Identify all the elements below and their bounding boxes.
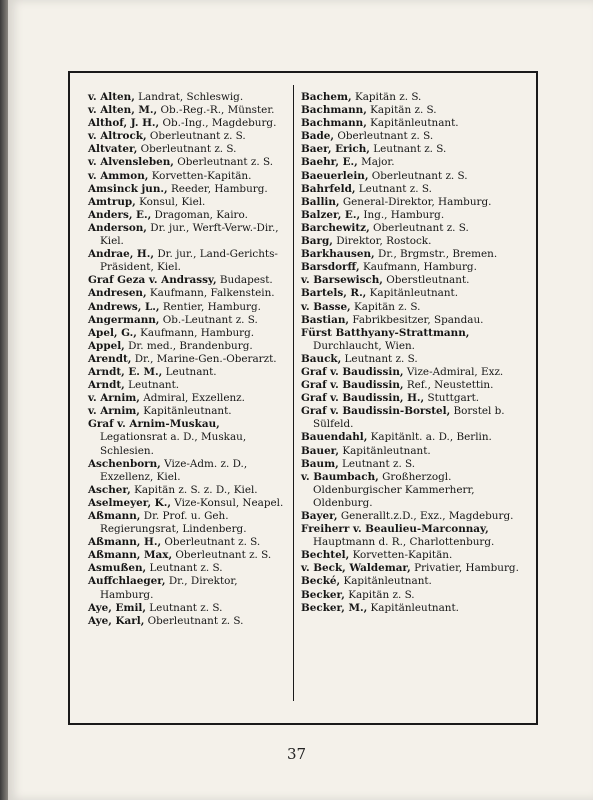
entry-description: Dr., Direktor, Hamburg. <box>100 575 238 601</box>
right-column <box>301 91 529 615</box>
entry-name: Bauck, <box>301 352 342 365</box>
entry-name: Barkhausen, <box>301 248 375 261</box>
entry-description: Ing., Hamburg. <box>363 208 445 221</box>
entry-name: Graf v. Baudissin, <box>301 365 404 378</box>
entry-name: Becker, M., <box>301 601 368 614</box>
directory-entry <box>301 431 529 444</box>
directory-entry <box>301 314 529 327</box>
directory-entry <box>301 209 529 222</box>
directory-entry <box>88 327 288 340</box>
directory-entry <box>301 301 529 314</box>
entry-name: Bade, <box>301 130 335 143</box>
entry-description: Durchlaucht, Wien. <box>313 339 415 352</box>
page-number: 37 <box>286 745 307 763</box>
directory-entry <box>88 183 288 196</box>
entry-description: Dr. jur., Land-Gerichts-Präsident, Kiel. <box>100 248 278 274</box>
entry-description: Kaufmann, Hamburg. <box>362 261 477 274</box>
entry-description: Kapitänleutnant. <box>369 287 459 300</box>
entry-description: Korvetten-Kapitän. <box>352 549 453 562</box>
entry-description: Leutnant. <box>128 379 180 392</box>
directory-entry <box>301 366 529 379</box>
entry-description: Kapitänlt. a. D., Berlin. <box>370 431 492 444</box>
entry-name: Bauer, <box>301 444 340 457</box>
directory-entry <box>301 130 529 143</box>
directory-entry <box>301 392 529 405</box>
entry-name: Graf v. Baudissin, H., <box>301 392 425 405</box>
entry-description: Oberstleutnant. <box>386 274 470 287</box>
directory-entry <box>301 117 529 130</box>
directory-entry <box>301 602 529 615</box>
directory-entry <box>88 484 288 497</box>
directory-entry <box>88 340 288 353</box>
entry-name: Angermann, <box>88 313 160 326</box>
directory-entry <box>301 196 529 209</box>
entry-name: Aßmann, Max, <box>88 549 173 562</box>
entry-name: Anders, E., <box>88 208 152 221</box>
entry-name: Bechtel, <box>301 549 350 562</box>
directory-entry <box>88 418 288 457</box>
entry-description: Dragoman, Kairo. <box>154 208 248 221</box>
directory-entry <box>301 405 529 431</box>
entry-description: Privatier, Hamburg. <box>414 562 519 575</box>
entry-name: Bachmann, <box>301 117 367 130</box>
entry-description: Generallt.z.D., Exz., Magdeburg. <box>340 510 514 522</box>
entry-name: Graf v. Baudissin-Borstel, <box>301 405 451 418</box>
directory-entry <box>88 458 288 484</box>
entry-name: Graf v. Baudissin, <box>301 379 404 392</box>
entry-name: Bartels, R., <box>301 287 367 300</box>
entry-description: Kapitän z. S. z. D., Kiel. <box>134 483 258 496</box>
column-divider <box>293 85 294 701</box>
entry-name: v. Altrock, <box>88 130 147 143</box>
entry-description: Kapitänleutnant. <box>342 444 431 457</box>
directory-entry <box>301 575 529 588</box>
directory-entry <box>88 130 288 143</box>
entry-description: Oberleutnant z. S. <box>177 156 274 169</box>
entry-name: Balzer, E., <box>301 208 361 221</box>
entry-description: Dr. med., Brandenburg. <box>128 339 253 352</box>
directory-entry <box>88 170 288 183</box>
entry-description: Oberleutnant z. S. <box>373 221 469 234</box>
directory-entry <box>88 314 288 327</box>
entry-name: v. Alten, <box>88 91 135 103</box>
entry-description: Ob.-Leutnant z. S. <box>162 313 258 326</box>
entry-description: Rentier, Hamburg. <box>162 300 261 313</box>
entry-name: Bayer, <box>301 510 338 522</box>
entry-description: Kaufmann, Hamburg. <box>140 326 255 339</box>
entry-name: Baer, Erich, <box>301 143 370 156</box>
directory-entry <box>88 301 288 314</box>
left-column <box>88 91 288 628</box>
entry-description: Kapitän z. S. <box>348 588 415 601</box>
entry-description: Vize-Konsul, Neapel. <box>174 496 284 509</box>
entry-name: v. Barsewisch, <box>301 274 383 287</box>
entry-name: Asmußen, <box>88 562 147 575</box>
directory-entry <box>88 366 288 379</box>
entry-name: v. Arnim, <box>88 392 140 405</box>
entry-description: Kaufmann, Falkenstein. <box>149 287 275 300</box>
entry-description: Konsul, Kiel. <box>139 195 206 208</box>
entry-description: Dr., Brgmstr., Bremen. <box>377 248 498 261</box>
entry-name: Graf v. Arnim-Muskau, <box>88 418 220 431</box>
entry-name: Aye, Karl, <box>88 614 145 627</box>
entry-name: v. Alvensleben, <box>88 156 174 169</box>
entry-name: v. Ammon, <box>88 169 149 182</box>
entry-description: Vize-Adm. z. D., Exzellenz, Kiel. <box>100 457 248 483</box>
entry-name: Becker, <box>301 588 345 601</box>
entry-description: Leutnant. <box>165 365 217 378</box>
entry-description: Dr. Prof. u. Geh. Regierungsrat, Lindenberg. <box>100 510 247 536</box>
entry-name: Auffchlaeger, <box>88 575 166 588</box>
entry-description: Korvetten-Kapitän. <box>151 169 252 182</box>
directory-entry <box>88 602 288 615</box>
entry-name: Fürst Batthyany-Strattmann, <box>301 326 470 339</box>
entry-name: Apel, G., <box>88 326 137 339</box>
directory-entry <box>88 353 288 366</box>
entry-description: Großherzogl. Oldenburgischer Kammerherr, Oldenburg. <box>313 470 475 509</box>
directory-entry <box>301 523 529 549</box>
entry-description: General-Direktor, Hamburg. <box>342 195 492 208</box>
directory-entry <box>301 156 529 169</box>
entry-description: Oberleutnant z. S. <box>140 143 237 156</box>
entry-description: Kapitän z. S. <box>354 91 422 103</box>
directory-entry <box>88 274 288 287</box>
directory-entry <box>301 235 529 248</box>
entry-description: Stuttgart. <box>427 392 480 405</box>
entry-name: Anderson, <box>88 221 147 234</box>
entry-description: Oberleutnant z. S. <box>164 536 261 549</box>
entry-description: Borstel b. Sülfeld. <box>313 405 505 431</box>
entry-name: Bahrfeld, <box>301 182 356 195</box>
entry-description: Kapitänleutnant. <box>370 117 459 130</box>
entry-name: Arendt, <box>88 352 132 365</box>
directory-entry <box>301 274 529 287</box>
entry-description: Leutnant z. S. <box>358 182 432 195</box>
entry-name: Aselmeyer, K., <box>88 496 171 509</box>
directory-entry <box>88 209 288 222</box>
entry-name: Andresen, <box>88 287 147 300</box>
directory-entry <box>301 222 529 235</box>
entry-name: Becké, <box>301 575 341 588</box>
directory-entry <box>88 510 288 536</box>
entry-description: Legationsrat a. D., Muskau, Schlesien. <box>100 431 247 457</box>
entry-description: Budapest. <box>219 274 273 287</box>
entry-name: Appel, <box>88 339 125 352</box>
entry-description: Oberleutnant z. S. <box>337 130 434 143</box>
entry-name: v. Arnim, <box>88 405 140 418</box>
entry-description: Leutnant z. S. <box>373 143 447 156</box>
entry-name: Barg, <box>301 235 333 248</box>
directory-entry <box>301 471 529 510</box>
entry-name: Bauendahl, <box>301 431 368 444</box>
entry-name: Aßmann, H., <box>88 536 162 549</box>
entry-name: Baum, <box>301 457 339 470</box>
directory-entry <box>88 615 288 628</box>
entry-name: v. Baumbach, <box>301 470 379 483</box>
directory-entry <box>301 589 529 602</box>
entry-description: Dr. jur., Werft-Verw.-Dir., Kiel. <box>100 221 279 248</box>
entry-description: Oberleutnant z. S. <box>371 169 468 182</box>
entry-name: v. Beck, Waldemar, <box>301 562 411 575</box>
entry-name: Baehr, E., <box>301 156 358 169</box>
directory-entry <box>301 510 529 523</box>
entry-name: Arndt, E. M., <box>88 365 163 378</box>
entry-description: Ob.-Reg.-R., Münster. <box>160 104 275 117</box>
directory-entry <box>88 143 288 156</box>
entry-description: Kapitänleutnant. <box>143 405 232 418</box>
entry-name: Baeuerlein, <box>301 169 369 182</box>
entry-description: Direktor, Rostock. <box>336 235 432 248</box>
entry-description: Major. <box>361 156 395 169</box>
entry-description: Admiral, Exzellenz. <box>143 392 245 405</box>
entry-description: Dr., Marine-Gen.-Oberarzt. <box>134 352 277 365</box>
directory-entry <box>88 549 288 562</box>
entry-name: Aye, Emil, <box>88 601 146 614</box>
directory-entry <box>88 392 288 405</box>
directory-entry <box>301 261 529 274</box>
entry-description: Leutnant z. S. <box>149 601 223 614</box>
entry-description: Oberleutnant z. S. <box>147 614 244 627</box>
entry-description: Kapitänleutnant. <box>343 575 432 588</box>
entry-description: Kapitän z. S. <box>370 104 437 117</box>
entry-description: Kapitän z. S. <box>353 300 421 313</box>
directory-entry <box>88 104 288 117</box>
directory-entry <box>88 405 288 418</box>
entry-description: Vize-Admiral, Exz. <box>406 365 504 378</box>
entry-description: Ref., Neustettin. <box>406 379 494 392</box>
directory-entry <box>301 327 529 353</box>
entry-description: Kapitänleutnant. <box>370 601 459 614</box>
directory-entry <box>301 143 529 156</box>
directory-entry <box>88 379 288 392</box>
book-page <box>8 0 593 800</box>
entry-name: Altvater, <box>88 143 138 156</box>
entry-description: Leutnant z. S. <box>342 457 416 470</box>
entry-name: Freiherr v. Beaulieu-Marconnay, <box>301 523 489 536</box>
entry-description: Leutnant z. S. <box>149 562 223 575</box>
directory-entry <box>301 379 529 392</box>
directory-entry <box>301 549 529 562</box>
directory-entry <box>301 458 529 471</box>
directory-entry <box>301 353 529 366</box>
directory-entry <box>88 91 288 104</box>
entry-name: Aßmann, <box>88 510 141 522</box>
entry-name: Althof, J. H., <box>88 117 160 130</box>
entry-name: Andrews, L., <box>88 300 160 313</box>
entry-description: Ob.-Ing., Magdeburg. <box>162 117 277 130</box>
entry-name: Bastian, <box>301 313 350 326</box>
directory-entry <box>88 248 288 274</box>
entry-description: Reeder, Hamburg. <box>170 182 268 195</box>
entry-description: Leutnant z. S. <box>344 352 418 365</box>
text-frame <box>68 71 538 725</box>
entry-name: v. Basse, <box>301 300 351 313</box>
entry-name: Bachem, <box>301 91 352 103</box>
entry-description: Oberleutnant z. S. <box>175 549 272 562</box>
entry-name: Barchewitz, <box>301 221 370 234</box>
directory-entry <box>88 117 288 130</box>
entry-description: Landrat, Schleswig. <box>138 91 244 103</box>
directory-entry <box>88 222 288 248</box>
entry-description: Hauptmann d. R., Charlottenburg. <box>313 536 495 549</box>
entry-description: Fabrikbesitzer, Spandau. <box>352 313 484 326</box>
directory-entry <box>301 248 529 261</box>
entry-name: Ascher, <box>88 483 131 496</box>
directory-entry <box>301 104 529 117</box>
entry-name: v. Alten, M., <box>88 104 158 117</box>
directory-entry <box>301 445 529 458</box>
directory-entry <box>301 170 529 183</box>
entry-name: Aschenborn, <box>88 457 161 470</box>
directory-entry <box>301 287 529 300</box>
directory-entry <box>301 183 529 196</box>
entry-name: Bachmann, <box>301 104 367 117</box>
entry-name: Graf Geza v. Andrassy, <box>88 274 217 287</box>
directory-entry <box>88 287 288 300</box>
directory-entry <box>88 196 288 209</box>
book-spine <box>0 0 8 800</box>
entry-name: Amtrup, <box>88 195 136 208</box>
entry-description: Oberleutnant z. S. <box>149 130 246 143</box>
entry-name: Barsdorff, <box>301 261 360 274</box>
directory-entry <box>301 91 529 104</box>
entry-name: Ballin, <box>301 195 340 208</box>
directory-entry <box>88 497 288 510</box>
directory-entry <box>88 536 288 549</box>
directory-entry <box>88 575 288 601</box>
directory-entry <box>301 562 529 575</box>
directory-entry <box>88 562 288 575</box>
entry-name: Arndt, <box>88 379 125 392</box>
entry-name: Andrae, H., <box>88 248 154 261</box>
entry-name: Amsinck jun., <box>88 182 168 195</box>
directory-entry <box>88 156 288 169</box>
